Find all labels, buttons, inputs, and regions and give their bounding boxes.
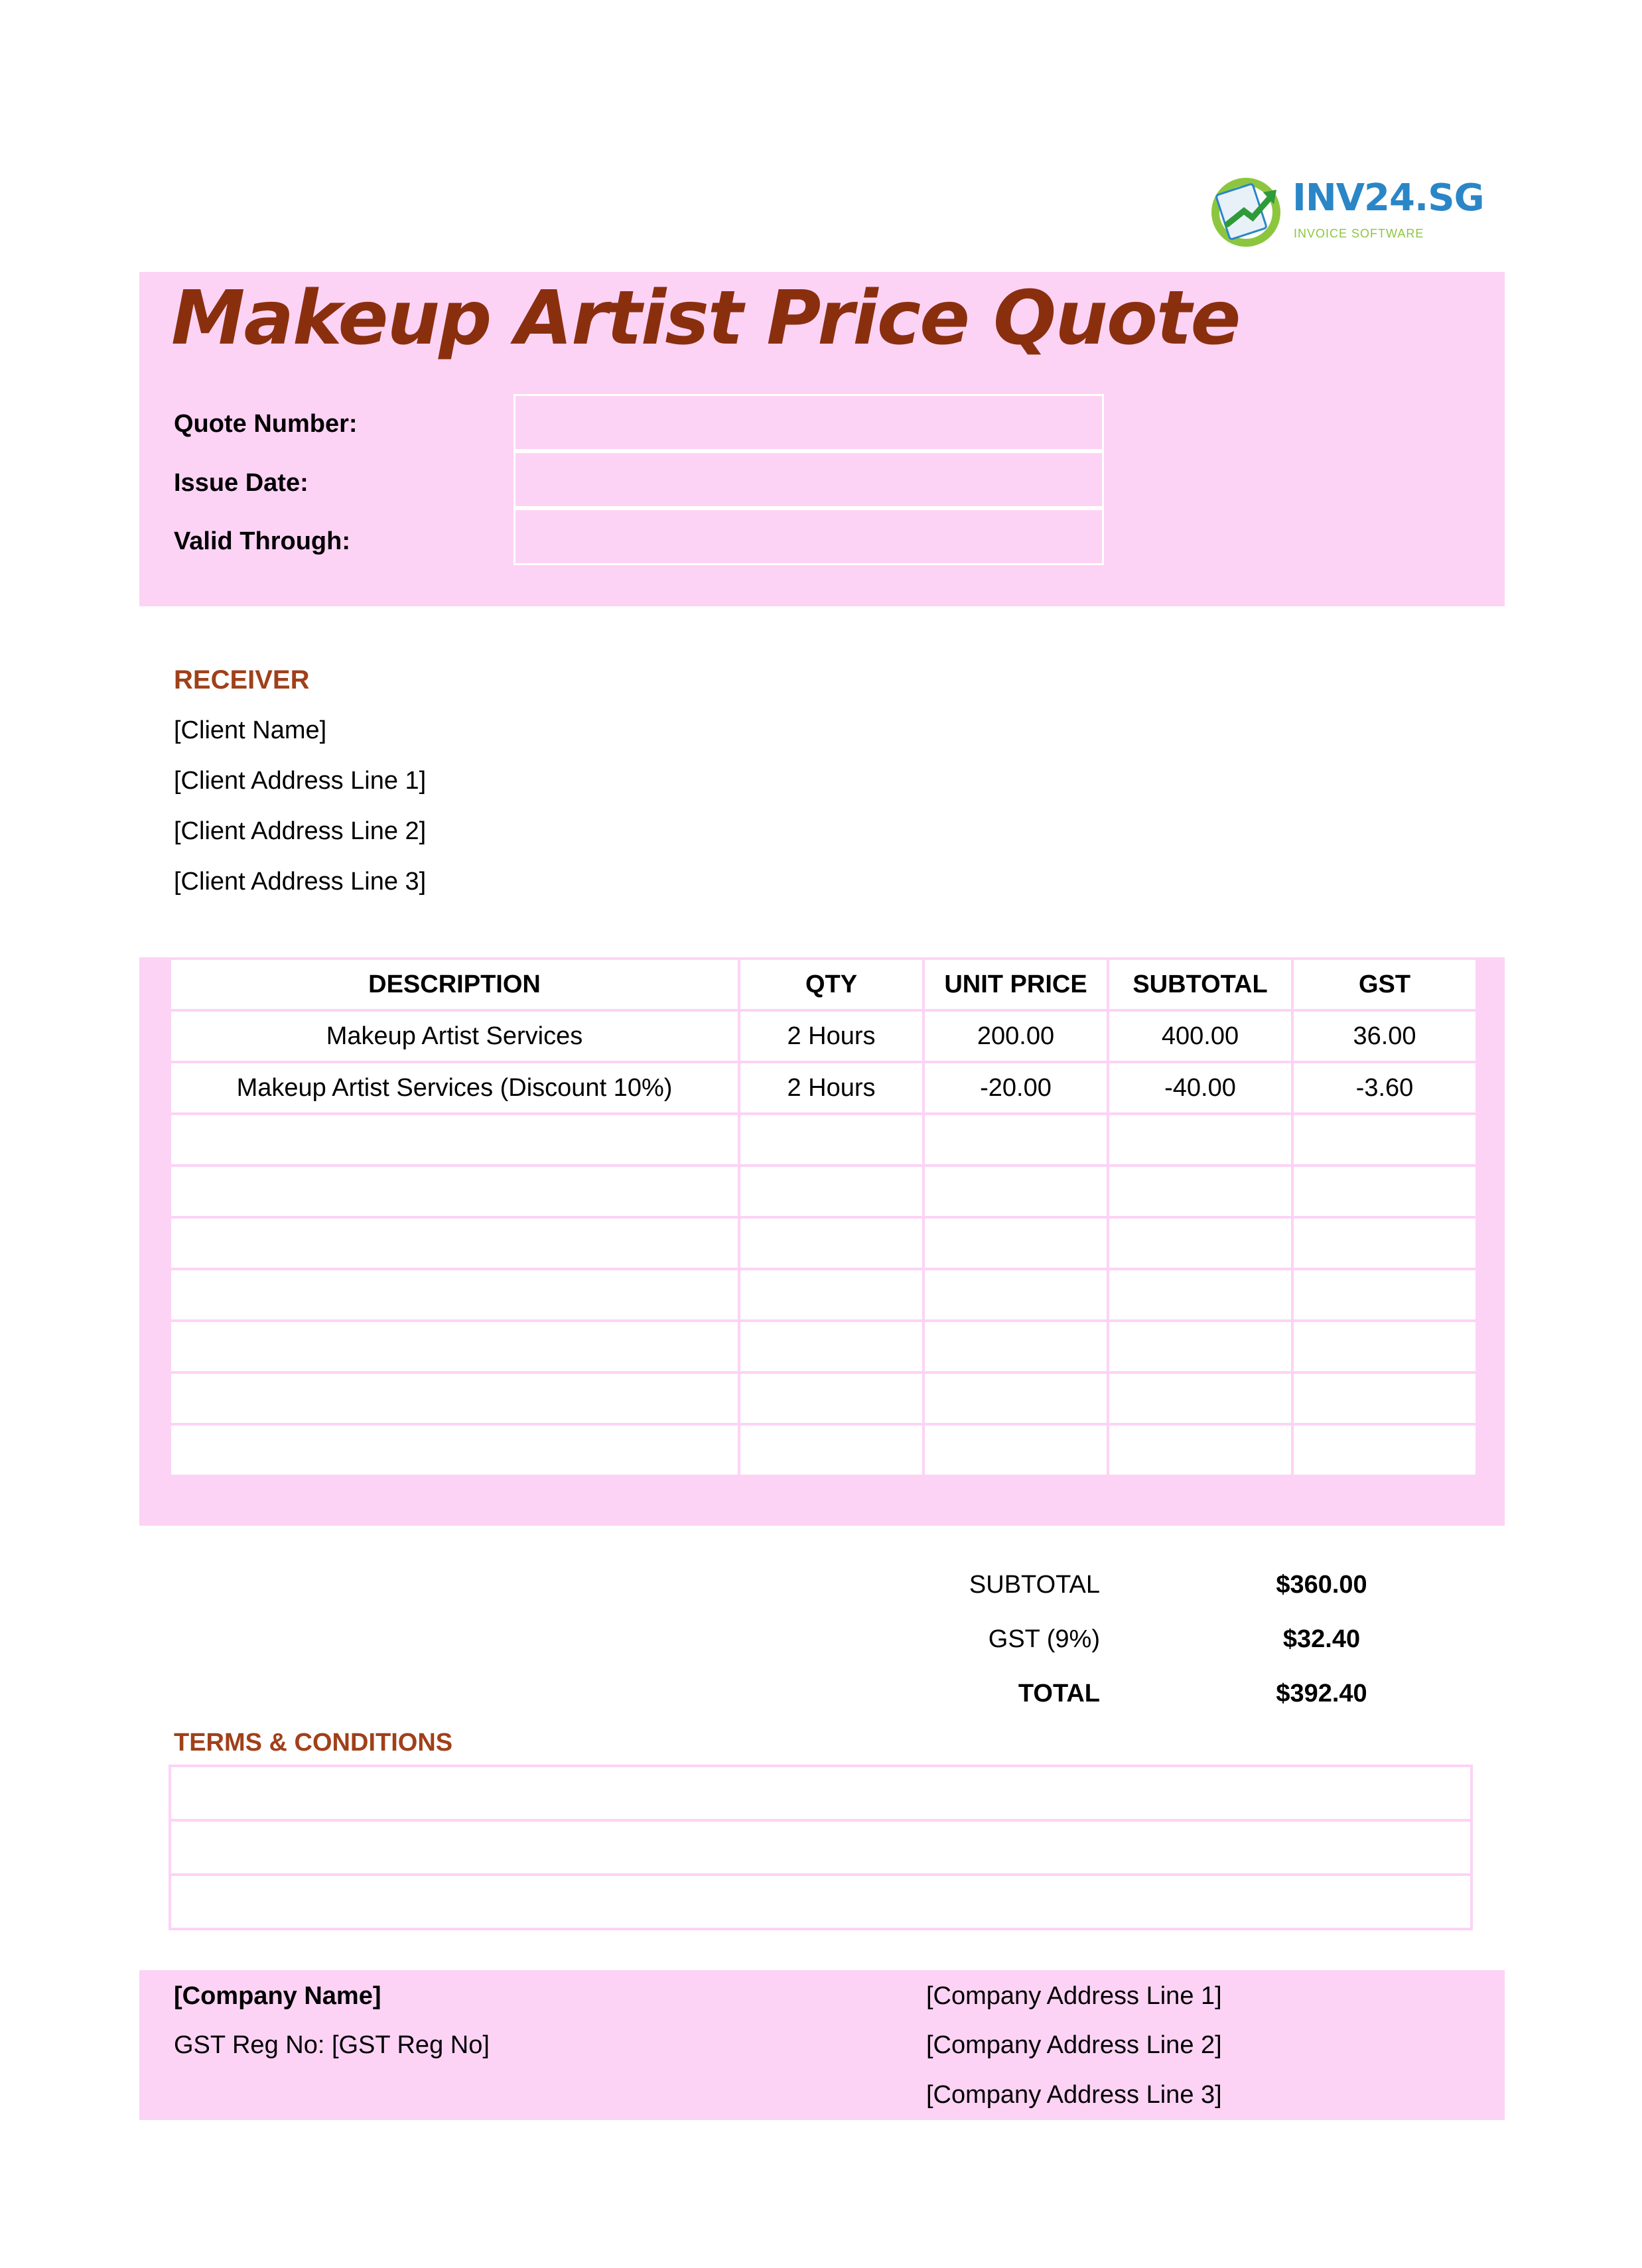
- quote-number-field[interactable]: [513, 394, 1104, 451]
- company-logo: [1207, 171, 1484, 251]
- terms-line[interactable]: [170, 1875, 1471, 1929]
- table-header-row: [170, 959, 1477, 1010]
- items-table: [169, 957, 1478, 1477]
- cell-qty[interactable]: [739, 1269, 924, 1321]
- cell-unit-price[interactable]: [924, 1166, 1108, 1217]
- cell-unit-price[interactable]: -20.00: [924, 1062, 1108, 1114]
- company-address-line-2: [Company Address Line 2]: [926, 2031, 1222, 2059]
- cell-gst[interactable]: [1292, 1217, 1477, 1269]
- cell-description[interactable]: [170, 1424, 739, 1476]
- subtotal-label: SUBTOTAL: [969, 1571, 1100, 1599]
- logo-tagline: INVOICE SOFTWARE: [1294, 227, 1424, 240]
- table-row: [170, 1114, 1477, 1166]
- cell-qty[interactable]: [739, 1217, 924, 1269]
- cell-unit-price[interactable]: [924, 1372, 1108, 1424]
- cell-subtotal[interactable]: 400.00: [1108, 1010, 1292, 1062]
- cell-unit-price[interactable]: [924, 1424, 1108, 1476]
- table-row: [170, 1166, 1477, 1217]
- cell-unit-price[interactable]: [924, 1321, 1108, 1372]
- client-name: [Client Name]: [174, 716, 327, 744]
- cell-qty[interactable]: [739, 1321, 924, 1372]
- table-row: [170, 1010, 1477, 1062]
- cell-unit-price[interactable]: [924, 1269, 1108, 1321]
- terms-line[interactable]: [170, 1766, 1471, 1820]
- logo-name: INV24.SG: [1292, 176, 1484, 220]
- company-address-line-1: [Company Address Line 1]: [926, 1982, 1222, 2010]
- cell-subtotal[interactable]: [1108, 1321, 1292, 1372]
- cell-description[interactable]: [170, 1114, 739, 1166]
- table-row: [170, 1321, 1477, 1372]
- company-name: [Company Name]: [174, 1982, 381, 2010]
- cell-qty[interactable]: [739, 1166, 924, 1217]
- table-row: [170, 1372, 1477, 1424]
- cell-subtotal[interactable]: [1108, 1114, 1292, 1166]
- company-address-line-3: [Company Address Line 3]: [926, 2081, 1222, 2109]
- header-qty: QTY: [739, 959, 924, 1010]
- cell-gst[interactable]: [1292, 1424, 1477, 1476]
- header-subtotal: SUBTOTAL: [1108, 959, 1292, 1010]
- terms-line[interactable]: [170, 1820, 1471, 1875]
- terms-row: [170, 1875, 1471, 1929]
- cell-description[interactable]: [170, 1217, 739, 1269]
- terms-heading: TERMS & CONDITIONS: [174, 1729, 453, 1757]
- cell-description[interactable]: [170, 1166, 739, 1217]
- cell-gst[interactable]: [1292, 1321, 1477, 1372]
- terms-row: [170, 1766, 1471, 1820]
- gst-label: GST (9%): [988, 1625, 1100, 1653]
- cell-gst[interactable]: 36.00: [1292, 1010, 1477, 1062]
- cell-qty[interactable]: [739, 1372, 924, 1424]
- table-row: [170, 1269, 1477, 1321]
- client-address-line-3: [Client Address Line 3]: [174, 868, 427, 896]
- table-row: [170, 1424, 1477, 1476]
- cell-description[interactable]: Makeup Artist Services: [170, 1010, 739, 1062]
- gst-value: $32.40: [1282, 1625, 1361, 1653]
- cell-unit-price[interactable]: 200.00: [924, 1010, 1108, 1062]
- valid-through-field[interactable]: [513, 508, 1104, 565]
- cell-qty[interactable]: [739, 1424, 924, 1476]
- document-title: Makeup Artist Price Quote: [171, 275, 1240, 362]
- logo-icon: [1207, 171, 1287, 251]
- header-unit-price: UNIT PRICE: [924, 959, 1108, 1010]
- quote-number-label: Quote Number:: [174, 410, 358, 438]
- cell-subtotal[interactable]: [1108, 1217, 1292, 1269]
- total-value: $392.40: [1276, 1680, 1367, 1707]
- issue-date-label: Issue Date:: [174, 469, 308, 497]
- cell-qty[interactable]: 2 Hours: [739, 1010, 924, 1062]
- cell-unit-price[interactable]: [924, 1217, 1108, 1269]
- cell-gst[interactable]: [1292, 1114, 1477, 1166]
- cell-subtotal[interactable]: -40.00: [1108, 1062, 1292, 1114]
- cell-description[interactable]: Makeup Artist Services (Discount 10%): [170, 1062, 739, 1114]
- cell-description[interactable]: [170, 1372, 739, 1424]
- table-row: [170, 1062, 1477, 1114]
- client-address-line-2: [Client Address Line 2]: [174, 817, 427, 845]
- cell-subtotal[interactable]: [1108, 1372, 1292, 1424]
- cell-qty[interactable]: [739, 1114, 924, 1166]
- cell-gst[interactable]: -3.60: [1292, 1062, 1477, 1114]
- terms-row: [170, 1820, 1471, 1875]
- cell-description[interactable]: [170, 1321, 739, 1372]
- subtotal-value: $360.00: [1276, 1571, 1367, 1599]
- valid-through-label: Valid Through:: [174, 527, 350, 555]
- cell-gst[interactable]: [1292, 1269, 1477, 1321]
- cell-gst[interactable]: [1292, 1372, 1477, 1424]
- gst-reg-number: GST Reg No: [GST Reg No]: [174, 2031, 490, 2059]
- header-description: DESCRIPTION: [170, 959, 739, 1010]
- cell-subtotal[interactable]: [1108, 1166, 1292, 1217]
- cell-subtotal[interactable]: [1108, 1269, 1292, 1321]
- cell-gst[interactable]: [1292, 1166, 1477, 1217]
- header-gst: GST: [1292, 959, 1477, 1010]
- table-row: [170, 1217, 1477, 1269]
- issue-date-field[interactable]: [513, 451, 1104, 508]
- terms-table: [169, 1765, 1473, 1930]
- cell-description[interactable]: [170, 1269, 739, 1321]
- cell-qty[interactable]: 2 Hours: [739, 1062, 924, 1114]
- cell-subtotal[interactable]: [1108, 1424, 1292, 1476]
- total-label: TOTAL: [1018, 1680, 1100, 1707]
- cell-unit-price[interactable]: [924, 1114, 1108, 1166]
- client-address-line-1: [Client Address Line 1]: [174, 767, 427, 795]
- receiver-heading: RECEIVER: [174, 665, 310, 695]
